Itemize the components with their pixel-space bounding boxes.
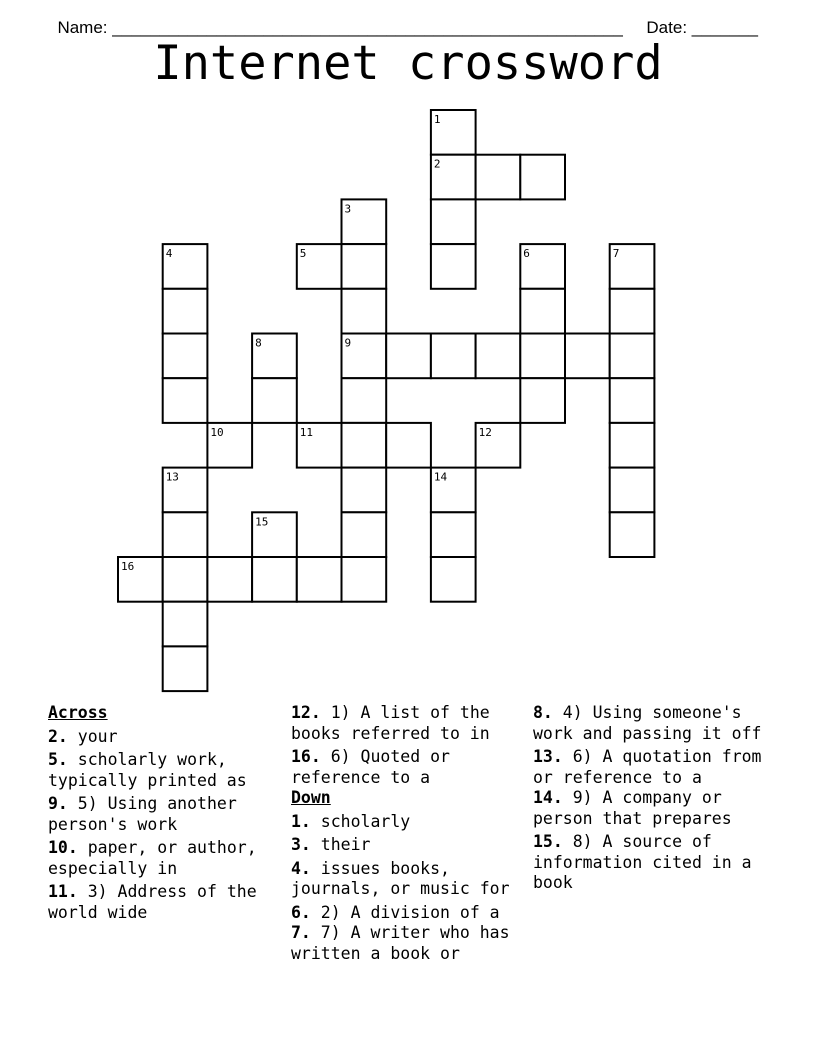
across-clue-9	[48, 794, 280, 835]
clue-number: 5.	[48, 750, 68, 769]
cell-number: 3	[344, 202, 352, 216]
across-heading: Across	[48, 703, 108, 722]
crossword-cell[interactable]	[565, 334, 610, 379]
crossword-cell[interactable]	[476, 334, 521, 379]
crossword-cell[interactable]	[163, 468, 208, 513]
down-clue-6	[291, 903, 527, 924]
clue-number: 13.	[533, 747, 563, 766]
crossword-cell[interactable]	[431, 557, 476, 602]
page-title: Internet crossword	[153, 36, 663, 91]
cell-number: 14	[433, 470, 448, 484]
cell-number: 7	[612, 247, 620, 261]
crossword-cell[interactable]	[431, 244, 476, 289]
crossword-cell[interactable]	[520, 155, 565, 200]
down-clue-7	[291, 923, 527, 964]
clue-number: 2.	[48, 726, 68, 746]
across-clue-16	[291, 747, 527, 788]
crossword-cell[interactable]	[386, 423, 431, 468]
crossword-cell[interactable]	[163, 512, 208, 557]
crossword-cell[interactable]	[163, 334, 208, 379]
crossword-cell[interactable]	[342, 423, 387, 468]
clue-text: 2) A division of a	[310, 902, 500, 922]
crossword-cell[interactable]	[163, 602, 208, 647]
cell-number: 4	[165, 247, 173, 261]
crossword-cell[interactable]	[610, 423, 655, 468]
clue-number: 11.	[48, 882, 78, 901]
crossword-cell[interactable]	[342, 378, 387, 423]
crossword-cell[interactable]	[520, 378, 565, 423]
cell-number: 15	[255, 515, 269, 529]
down-clue-15	[533, 832, 773, 894]
clue-text: 3) Address of the world wide	[48, 882, 257, 922]
crossword-cell[interactable]	[163, 646, 208, 691]
crossword-cell[interactable]	[297, 557, 342, 602]
down-heading: Down	[291, 788, 331, 807]
clue-text: your	[67, 726, 118, 746]
crossword-cell[interactable]	[163, 244, 208, 289]
crossword-cell[interactable]	[431, 199, 476, 244]
cell-number: 6	[523, 247, 530, 261]
crossword-cell[interactable]	[163, 289, 208, 334]
clue-text: 9) A company or person that prepares	[533, 788, 732, 828]
cell-number: 16	[121, 560, 135, 573]
clue-text: 6) A quotation from or reference to a	[533, 747, 762, 787]
clue-number: 15.	[533, 832, 563, 851]
crossword-cell[interactable]	[252, 512, 297, 557]
crossword-cell[interactable]	[342, 334, 387, 379]
down-clue-8	[533, 703, 773, 744]
cell-number: 2	[433, 157, 441, 171]
crossword-cell[interactable]	[431, 155, 476, 200]
crossword-cell[interactable]	[297, 423, 342, 468]
crossword-cell[interactable]	[342, 512, 387, 557]
crossword-cell[interactable]	[207, 557, 252, 602]
crossword-cell[interactable]	[520, 289, 565, 334]
crossword-cell[interactable]	[476, 155, 521, 200]
crossword-cell[interactable]	[297, 244, 342, 289]
down-clue-3	[291, 835, 527, 856]
crossword-cell[interactable]	[118, 557, 163, 602]
clue-number: 7.	[291, 923, 311, 942]
clue-column-1	[48, 703, 280, 926]
crossword-cell[interactable]	[520, 244, 565, 289]
crossword-cell[interactable]	[342, 557, 387, 602]
crossword-cell[interactable]	[252, 334, 297, 379]
cell-number: 5	[299, 247, 307, 261]
clue-text: 8) A source of information cited in a book	[533, 832, 752, 892]
across-clue-12	[291, 703, 527, 744]
crossword-cell[interactable]	[610, 378, 655, 423]
cell-number: 9	[344, 336, 352, 350]
clue-number: 6.	[291, 902, 311, 922]
cell-number: 10	[210, 425, 224, 439]
crossword-cell[interactable]	[431, 110, 476, 155]
clue-number: 4.	[291, 858, 311, 878]
cell-number: 13	[165, 470, 179, 484]
crossword-cell[interactable]	[342, 244, 387, 289]
crossword-cell[interactable]	[610, 468, 655, 513]
crossword-cell[interactable]	[163, 378, 208, 423]
clue-number: 3.	[291, 835, 311, 854]
clue-number: 8.	[533, 703, 553, 722]
crossword-cell[interactable]	[476, 423, 521, 468]
cell-number: 11	[299, 425, 314, 439]
down-clue-14	[533, 788, 773, 829]
across-clue-11	[48, 882, 280, 923]
clue-text: 6) Quoted or reference to a	[291, 747, 450, 787]
clue-number: 16.	[291, 747, 321, 766]
clue-column-3	[533, 703, 773, 897]
clue-number: 1.	[291, 811, 311, 831]
crossword-cell[interactable]	[610, 244, 655, 289]
crossword-cell[interactable]	[431, 512, 476, 557]
clue-text: issues books, journals, or music for	[291, 858, 510, 898]
clue-number: 9.	[48, 794, 68, 813]
crossword-cell[interactable]	[252, 557, 297, 602]
name-field-label: Name: ______________________________________________________ Date: _______	[57, 18, 758, 37]
clue-text: paper, or author, especially in	[48, 838, 257, 878]
clue-text: 1) A list of the books referred to in	[291, 703, 490, 743]
clue-text: their	[310, 835, 371, 854]
crossword-cell[interactable]	[252, 378, 297, 423]
crossword-cell[interactable]	[431, 334, 476, 379]
crossword-cell[interactable]	[431, 468, 476, 513]
crossword-cell[interactable]	[386, 334, 431, 379]
crossword-cell[interactable]	[520, 334, 565, 379]
down-clue-13	[533, 747, 773, 788]
crossword-cell[interactable]	[207, 423, 252, 468]
crossword-cell[interactable]	[342, 289, 387, 334]
clue-text: scholarly	[310, 811, 411, 831]
clue-number: 14.	[533, 788, 563, 807]
down-clue-4	[291, 859, 527, 900]
cell-number: 8	[255, 336, 262, 350]
across-clue-5	[48, 750, 280, 791]
across-clue-10	[48, 838, 280, 879]
across-clue-2	[48, 727, 280, 748]
clue-text: 4) Using someone's work and passing it off	[533, 703, 762, 743]
crossword-cell[interactable]	[610, 334, 655, 379]
down-clue-1	[291, 812, 527, 833]
crossword-cell[interactable]	[610, 512, 655, 557]
cell-number: 1	[433, 113, 441, 126]
clue-text: 5) Using another person's work	[48, 794, 237, 834]
clue-number: 10.	[48, 838, 78, 857]
crossword-cell[interactable]	[610, 289, 655, 334]
crossword-cell[interactable]	[342, 199, 387, 244]
clue-number: 12.	[291, 703, 321, 722]
crossword-cell[interactable]	[163, 557, 208, 602]
cell-number: 12	[478, 425, 492, 439]
crossword-cell[interactable]	[342, 468, 387, 513]
clue-text: 7) A writer who has written a book or	[291, 923, 510, 963]
clue-column-2	[291, 703, 527, 967]
clue-text: scholarly work, typically printed as	[48, 750, 247, 790]
